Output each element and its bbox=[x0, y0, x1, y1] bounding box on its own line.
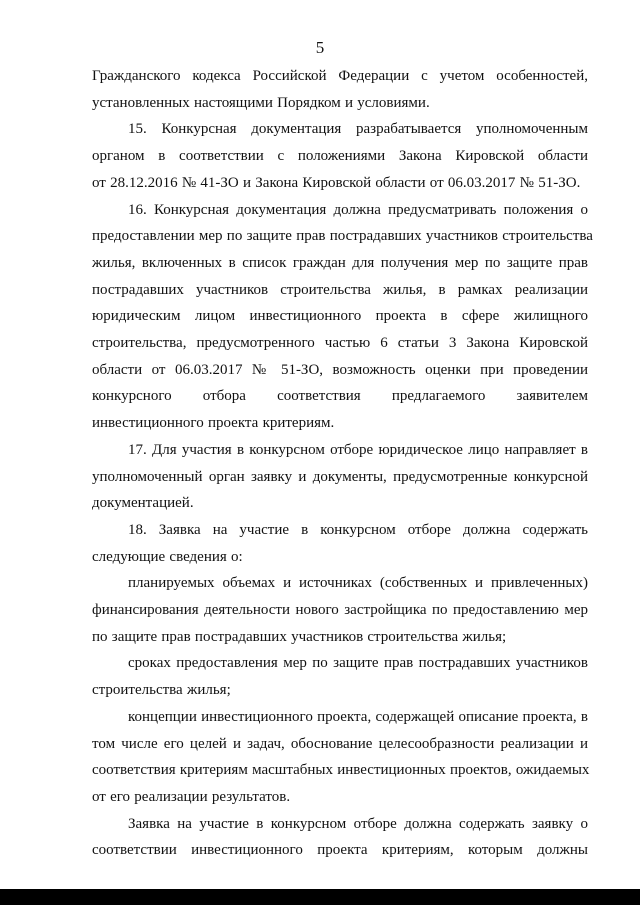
text-line: 17. Для участия в конкурсном отборе юридическое лицо направляет в bbox=[128, 441, 588, 458]
text-line: соответствии инвестиционного проекта критериям, которым должны bbox=[92, 842, 588, 859]
text-line: 15. Конкурсная документация разрабатывается уполномоченным bbox=[128, 121, 588, 138]
text-line: следующие сведения о: bbox=[92, 548, 243, 565]
text-line: Гражданского кодекса Российской Федерации с учетом особенностей, bbox=[92, 68, 588, 84]
document-body bbox=[92, 63, 593, 864]
text-line: пострадавших участников строительства жилья, в рамках реализации bbox=[92, 281, 588, 298]
text-line: Заявка на участие в конкурсном отборе должна содержать заявку о bbox=[128, 815, 588, 832]
text-line: по защите прав пострадавших участников строительства жилья; bbox=[92, 628, 507, 645]
text-line: от его реализации результатов. bbox=[92, 788, 291, 805]
text-line: финансирования деятельности нового застройщика по предоставлению мер bbox=[92, 602, 588, 619]
text-line: 16. Конкурсная документация должна предусматривать положения о bbox=[128, 201, 588, 218]
text-line: строительства, предусмотренного частью 6 статьи 3 Закона Кировской bbox=[92, 335, 588, 352]
text-line: строительства жилья; bbox=[92, 682, 231, 699]
text-line: от 28.12.2016 № 41-ЗО и Закона Кировской области от 06.03.2017 № 51-ЗО. bbox=[92, 174, 581, 191]
text-line: сроках предоставления мер по защите прав пострадавших участников bbox=[128, 655, 588, 672]
paragraph-application-requirement bbox=[92, 811, 588, 864]
text-line: соответствия критериям масштабных инвестиционных проектов, ожидаемых bbox=[92, 762, 590, 779]
paragraph-item-18 bbox=[92, 517, 588, 570]
paragraph-item-15 bbox=[92, 116, 588, 196]
text-line: конкурсного отбора соответствия предлагаемого заявителем bbox=[92, 388, 588, 405]
text-line: установленных настоящими Порядком и условиями. bbox=[92, 94, 430, 111]
text-line: том числе его целей и задач, обоснование целесообразности реализации и bbox=[92, 735, 588, 752]
text-line: 18. Заявка на участие в конкурсном отборе должна содержать bbox=[128, 521, 588, 538]
paragraph-item-17 bbox=[92, 437, 588, 517]
text-line: инвестиционного проекта критериям. bbox=[92, 415, 335, 432]
text-line: юридическим лицом инвестиционного проекта в сфере жилищного bbox=[92, 308, 588, 325]
text-line: планируемых объемах и источниках (собственных и привлеченных) bbox=[128, 575, 588, 592]
paragraph-continuation bbox=[92, 63, 588, 116]
page-number: 5 bbox=[315, 38, 325, 57]
text-line: документацией. bbox=[92, 495, 194, 512]
paragraph-item-16 bbox=[92, 197, 593, 437]
paragraph-terms bbox=[92, 650, 588, 703]
text-line: уполномоченный орган заявку и документы, предусмотренные конкурсной bbox=[92, 468, 588, 485]
scan-bottom-border bbox=[0, 889, 640, 905]
text-line: концепции инвестиционного проекта, содержащей описание проекта, в bbox=[128, 708, 588, 725]
paragraph-financing bbox=[92, 570, 588, 650]
paragraph-concept bbox=[92, 704, 588, 811]
text-line: предоставлении мер по защите прав пострадавших участников строительства bbox=[92, 228, 593, 245]
text-line: органом в соответствии с положениями Закона Кировской области bbox=[92, 148, 588, 165]
text-line: жилья, включенных в список граждан для получения мер по защите прав bbox=[92, 254, 588, 271]
text-line: области от 06.03.2017 № 51-ЗО, возможность оценки при проведении bbox=[92, 361, 588, 378]
